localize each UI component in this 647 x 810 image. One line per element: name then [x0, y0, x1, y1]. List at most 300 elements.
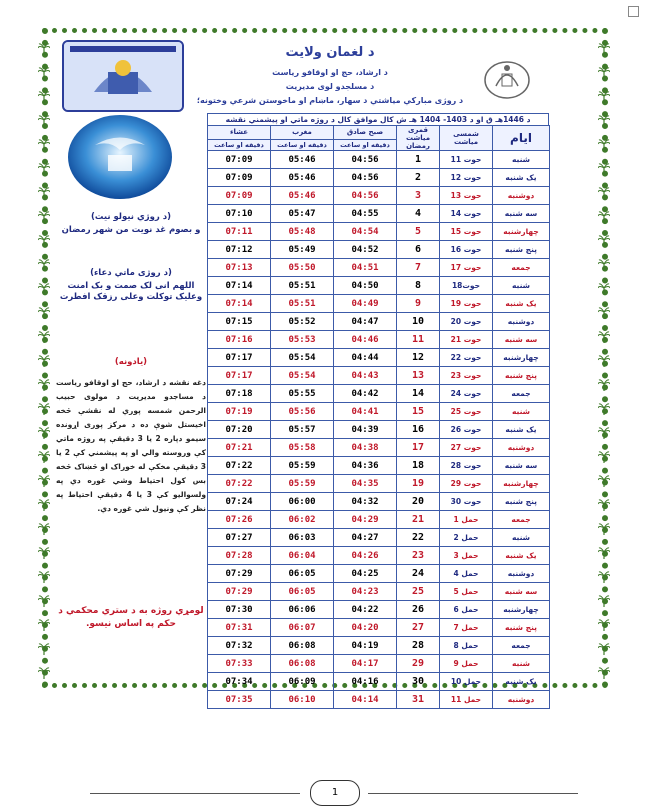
- weekday-cell: یک شنبه: [493, 547, 550, 565]
- suhoor-cell: 04:36: [334, 457, 397, 475]
- isha-cell: 07:35: [208, 691, 271, 709]
- isha-cell: 07:10: [208, 205, 271, 223]
- weekday-cell: پنج شنبه: [493, 493, 550, 511]
- suhoor-cell: 04:46: [334, 331, 397, 349]
- table-row: [208, 673, 550, 691]
- maghrib-cell: 06:02: [271, 511, 334, 529]
- table-row: [208, 313, 550, 331]
- solar-date-cell: 8 حمل: [440, 637, 493, 655]
- page-number: 1: [310, 780, 360, 806]
- ramadan-day-cell: 8: [397, 277, 440, 295]
- weekday-cell: جمعه: [493, 511, 550, 529]
- isha-cell: 07:17: [208, 349, 271, 367]
- palm-tree-icon: [38, 544, 50, 556]
- col-days: ایام: [493, 126, 550, 151]
- maghrib-cell: 06:05: [271, 565, 334, 583]
- weekday-cell: شنبه: [493, 151, 550, 169]
- palm-tree-icon: [38, 256, 50, 268]
- palm-tree-icon: [598, 40, 610, 52]
- suhoor-cell: 04:55: [334, 205, 397, 223]
- maghrib-cell: 05:59: [271, 475, 334, 493]
- suhoor-cell: 04:47: [334, 313, 397, 331]
- maghrib-cell: 06:04: [271, 547, 334, 565]
- palm-tree-icon: [598, 304, 610, 316]
- solar-date-cell: 23 حوت: [440, 367, 493, 385]
- ramadan-day-cell: 17: [397, 439, 440, 457]
- isha-cell: 07:17: [208, 367, 271, 385]
- col-maghrib-sub: دقیقه او ساعت: [271, 139, 334, 150]
- header-line-2: د مسلجدو لوی مدیریت: [285, 82, 375, 91]
- weekday-cell: پنج شنبه: [493, 241, 550, 259]
- solar-date-cell: 4 حمل: [440, 565, 493, 583]
- solar-date-cell: 13 حوت: [440, 187, 493, 205]
- ramadan-day-cell: 15: [397, 403, 440, 421]
- niyat-title: (د روژي نيولو نيت): [90, 212, 172, 222]
- solar-date-cell: 30 حوت: [440, 493, 493, 511]
- table-row: [208, 349, 550, 367]
- isha-cell: 07:09: [208, 151, 271, 169]
- isha-cell: 07:09: [208, 169, 271, 187]
- solar-date-cell: 18حوت: [440, 277, 493, 295]
- ramadan-day-cell: 16: [397, 421, 440, 439]
- weekday-cell: دوشنبه: [493, 187, 550, 205]
- solar-date-cell: 6 حمل: [440, 601, 493, 619]
- suhoor-cell: 04:56: [334, 151, 397, 169]
- maghrib-cell: 05:53: [271, 331, 334, 349]
- suhoor-cell: 04:56: [334, 187, 397, 205]
- ramadan-day-cell: 31: [397, 691, 440, 709]
- maghrib-cell: 05:54: [271, 367, 334, 385]
- ramadan-day-cell: 24: [397, 565, 440, 583]
- solar-date-cell: 2 حمل: [440, 529, 493, 547]
- isha-cell: 07:30: [208, 601, 271, 619]
- suhoor-cell: 04:39: [334, 421, 397, 439]
- ramadan-day-cell: 22: [397, 529, 440, 547]
- maghrib-cell: 05:54: [271, 349, 334, 367]
- palm-tree-icon: [598, 496, 610, 508]
- isha-cell: 07:15: [208, 313, 271, 331]
- suhoor-cell: 04:51: [334, 259, 397, 277]
- ramadan-day-cell: 14: [397, 385, 440, 403]
- table-row: [208, 619, 550, 637]
- niyat-text: و بصوم غد نويت من شهر رمضان: [61, 225, 201, 235]
- ramadan-day-cell: 11: [397, 331, 440, 349]
- solar-date-cell: 27 حوت: [440, 439, 493, 457]
- palm-tree-icon: [38, 376, 50, 388]
- solar-date-cell: 1 حمل: [440, 511, 493, 529]
- palm-tree-icon: [598, 352, 610, 364]
- ramadan-day-cell: 26: [397, 601, 440, 619]
- ramadan-day-cell: 5: [397, 223, 440, 241]
- weekday-cell: چهارشنبه: [493, 223, 550, 241]
- palm-tree-icon: [38, 208, 50, 220]
- table-row: [208, 457, 550, 475]
- palm-tree-icon: [598, 112, 610, 124]
- isha-cell: 07:11: [208, 223, 271, 241]
- ramadan-day-cell: 13: [397, 367, 440, 385]
- maghrib-cell: 06:05: [271, 583, 334, 601]
- maghrib-cell: 05:56: [271, 403, 334, 421]
- palm-tree-icon: [598, 424, 610, 436]
- emblem-icon: [482, 56, 532, 100]
- palm-tree-icon: [38, 640, 50, 652]
- ramadan-day-cell: 20: [397, 493, 440, 511]
- col-suhoor: صبح صادق: [334, 126, 397, 140]
- isha-cell: 07:29: [208, 583, 271, 601]
- weekday-cell: شنبه: [493, 655, 550, 673]
- dua-title: (د روژی ماتي دعاء): [90, 268, 172, 278]
- note-text: دغه نقشه د ارشاد، حج او اوقافو ریاست د مساجدو مديريت د مولوی حبيب الرحمن شمسه پوري له نقشې څخه اخيستل شوې ده د مرکز پوری اړونده سيمو دپاره 2 يا 3 دقيقې په روژه ماتي کې وروسته والي او په پيشمني کې 2 يا 3 دقيقې مخکې له خوراک او څښاک څخه بس کول احتياط وشي غوره دي په ولسواليو کې 3 يا 4 دقيقې احتياط په نظر کې ونيول شي غوره دي.: [56, 378, 206, 513]
- weekday-cell: دوشنبه: [493, 439, 550, 457]
- suhoor-cell: 04:49: [334, 295, 397, 313]
- palm-tree-icon: [598, 664, 610, 676]
- palm-tree-icon: [598, 184, 610, 196]
- maghrib-cell: 05:46: [271, 151, 334, 169]
- palm-tree-icon: [38, 64, 50, 76]
- suhoor-cell: 04:32: [334, 493, 397, 511]
- table-row: [208, 493, 550, 511]
- weekday-cell: یک شنبه: [493, 295, 550, 313]
- suhoor-cell: 04:43: [334, 367, 397, 385]
- suhoor-cell: 04:17: [334, 655, 397, 673]
- isha-cell: 07:22: [208, 457, 271, 475]
- solar-date-cell: 22 حوت: [440, 349, 493, 367]
- isha-cell: 07:09: [208, 187, 271, 205]
- maghrib-cell: 06:09: [271, 673, 334, 691]
- isha-cell: 07:19: [208, 403, 271, 421]
- palm-tree-icon: [598, 328, 610, 340]
- col-isha: عشاء: [208, 126, 271, 140]
- isha-cell: 07:18: [208, 385, 271, 403]
- maghrib-cell: 05:55: [271, 385, 334, 403]
- table-row: [208, 547, 550, 565]
- palm-tree-icon: [38, 568, 50, 580]
- palm-tree-icon: [38, 616, 50, 628]
- weekday-cell: دوشنبه: [493, 691, 550, 709]
- maghrib-cell: 06:08: [271, 655, 334, 673]
- weekday-cell: سه شنبه: [493, 583, 550, 601]
- table-row: [208, 277, 550, 295]
- col-suhoor-sub: دقیقه او ساعت: [334, 139, 397, 150]
- weekday-cell: پنج شنبه: [493, 619, 550, 637]
- maghrib-cell: 05:57: [271, 421, 334, 439]
- suhoor-cell: 04:25: [334, 565, 397, 583]
- palm-tree-icon: [38, 136, 50, 148]
- dua-text: اللهم انی لک صمت و بک امنت وعلیک توکلت وعلی رزقک افطرت: [59, 281, 203, 302]
- table-row: [208, 655, 550, 673]
- palm-tree-icon: [38, 496, 50, 508]
- palm-tree-icon: [598, 448, 610, 460]
- palm-tree-icon: [598, 376, 610, 388]
- maghrib-cell: 05:59: [271, 457, 334, 475]
- table-row: [208, 259, 550, 277]
- palm-tree-icon: [38, 472, 50, 484]
- isha-cell: 07:26: [208, 511, 271, 529]
- table-row: [208, 529, 550, 547]
- suhoor-cell: 04:38: [334, 439, 397, 457]
- schedule-body: [208, 151, 550, 709]
- palm-tree-icon: [598, 88, 610, 100]
- weekday-cell: چهارشنبه: [493, 349, 550, 367]
- suhoor-cell: 04:19: [334, 637, 397, 655]
- table-row: [208, 511, 550, 529]
- col-maghrib: مغرب: [271, 126, 334, 140]
- ramadan-day-cell: 4: [397, 205, 440, 223]
- isha-cell: 07:34: [208, 673, 271, 691]
- solar-date-cell: 11 حمل: [440, 691, 493, 709]
- weekday-cell: یک شنبه: [493, 673, 550, 691]
- palm-tree-icon: [38, 88, 50, 100]
- weekday-cell: سه شنبه: [493, 331, 550, 349]
- header-line-3: د روژی مبارکي میاشتي د سهار، ماښام او ماخوستن شرعي وختونه؛: [196, 96, 464, 105]
- maghrib-cell: 05:51: [271, 277, 334, 295]
- ramadan-day-cell: 25: [397, 583, 440, 601]
- suhoor-cell: 04:20: [334, 619, 397, 637]
- ramadan-day-cell: 2: [397, 169, 440, 187]
- isha-cell: 07:24: [208, 493, 271, 511]
- table-row: [208, 691, 550, 709]
- palm-tree-icon: [38, 112, 50, 124]
- closing-note: لومړي روژه به د ستري محکمي د حکم په اساس نیسو.: [58, 606, 204, 629]
- palm-tree-icon: [38, 160, 50, 172]
- solar-date-cell: 21 حوت: [440, 331, 493, 349]
- solar-date-cell: 9 حمل: [440, 655, 493, 673]
- table-row: [208, 403, 550, 421]
- table-row: [208, 331, 550, 349]
- isha-cell: 07:22: [208, 475, 271, 493]
- palm-tree-icon: [38, 352, 50, 364]
- maghrib-cell: 05:51: [271, 295, 334, 313]
- table-row: [208, 439, 550, 457]
- suhoor-cell: 04:35: [334, 475, 397, 493]
- solar-date-cell: 7 حمل: [440, 619, 493, 637]
- timetable: [207, 113, 549, 709]
- solar-date-cell: 15 حوت: [440, 223, 493, 241]
- solar-date-cell: 11 حوت: [440, 151, 493, 169]
- table-row: [208, 241, 550, 259]
- ramadan-day-cell: 29: [397, 655, 440, 673]
- isha-cell: 07:21: [208, 439, 271, 457]
- maghrib-cell: 05:46: [271, 169, 334, 187]
- ramadan-day-cell: 12: [397, 349, 440, 367]
- ramadan-day-cell: 18: [397, 457, 440, 475]
- footer-rule-left: [90, 793, 300, 794]
- weekday-cell: چهارشنبه: [493, 601, 550, 619]
- solar-date-cell: 25 حوت: [440, 403, 493, 421]
- table-row: [208, 205, 550, 223]
- maghrib-cell: 06:07: [271, 619, 334, 637]
- isha-cell: 07:14: [208, 295, 271, 313]
- suhoor-cell: 04:42: [334, 385, 397, 403]
- suhoor-cell: 04:14: [334, 691, 397, 709]
- maghrib-cell: 05:52: [271, 313, 334, 331]
- palm-tree-icon: [38, 328, 50, 340]
- palm-tree-icon: [598, 64, 610, 76]
- palm-tree-icon: [598, 592, 610, 604]
- ramadan-day-cell: 27: [397, 619, 440, 637]
- ramadan-day-cell: 6: [397, 241, 440, 259]
- palm-tree-icon: [38, 400, 50, 412]
- table-row: [208, 601, 550, 619]
- isha-cell: 07:13: [208, 259, 271, 277]
- ramadan-day-cell: 19: [397, 475, 440, 493]
- suhoor-cell: 04:27: [334, 529, 397, 547]
- solar-date-cell: 20 حوت: [440, 313, 493, 331]
- palm-tree-icon: [598, 568, 610, 580]
- isha-cell: 07:29: [208, 565, 271, 583]
- ramadan-day-cell: 23: [397, 547, 440, 565]
- palm-tree-icon: [38, 664, 50, 676]
- table-row: [208, 583, 550, 601]
- maghrib-cell: 05:49: [271, 241, 334, 259]
- suhoor-cell: 04:23: [334, 583, 397, 601]
- isha-cell: 07:12: [208, 241, 271, 259]
- palm-tree-icon: [38, 520, 50, 532]
- palm-tree-icon: [598, 256, 610, 268]
- weekday-cell: پنج شنبه: [493, 367, 550, 385]
- palm-tree-icon: [598, 640, 610, 652]
- ramadan-globe-image: [60, 110, 180, 205]
- table-row: [208, 475, 550, 493]
- solar-date-cell: 5 حمل: [440, 583, 493, 601]
- isha-cell: 07:33: [208, 655, 271, 673]
- maghrib-cell: 06:00: [271, 493, 334, 511]
- palm-tree-icon: [598, 280, 610, 292]
- isha-cell: 07:14: [208, 277, 271, 295]
- table-row: [208, 295, 550, 313]
- ramadan-day-cell: 28: [397, 637, 440, 655]
- province-title: د لغمان ولایت: [285, 45, 375, 60]
- table-row: [208, 187, 550, 205]
- weekday-cell: جمعه: [493, 259, 550, 277]
- palm-tree-icon: [38, 280, 50, 292]
- weekday-cell: شنبه: [493, 529, 550, 547]
- suhoor-cell: 04:56: [334, 169, 397, 187]
- ramadan-day-cell: 21: [397, 511, 440, 529]
- table-row: [208, 223, 550, 241]
- ministry-logo: [62, 40, 184, 112]
- maghrib-cell: 06:06: [271, 601, 334, 619]
- palm-tree-icon: [38, 40, 50, 52]
- weekday-cell: شنبه: [493, 277, 550, 295]
- ramadan-day-cell: 9: [397, 295, 440, 313]
- isha-cell: 07:16: [208, 331, 271, 349]
- suhoor-cell: 04:22: [334, 601, 397, 619]
- palm-tree-icon: [598, 520, 610, 532]
- table-row: [208, 367, 550, 385]
- suhoor-cell: 04:50: [334, 277, 397, 295]
- isha-cell: 07:28: [208, 547, 271, 565]
- palm-tree-icon: [598, 160, 610, 172]
- isha-cell: 07:27: [208, 529, 271, 547]
- solar-date-cell: 17 حوت: [440, 259, 493, 277]
- weekday-cell: جمعه: [493, 637, 550, 655]
- ramadan-day-cell: 7: [397, 259, 440, 277]
- ramadan-day-cell: 3: [397, 187, 440, 205]
- palm-tree-icon: [38, 448, 50, 460]
- weekday-cell: جمعه: [493, 385, 550, 403]
- solar-date-cell: 29 حوت: [440, 475, 493, 493]
- suhoor-cell: 04:44: [334, 349, 397, 367]
- isha-cell: 07:32: [208, 637, 271, 655]
- maghrib-cell: 05:48: [271, 223, 334, 241]
- table-title: د 1446هـ ق او د 1403- 1404 هـ ش کال موافق کال د روژه ماتي او پيشمني نقشه: [207, 113, 549, 125]
- palm-tree-icon: [38, 304, 50, 316]
- solar-date-cell: 16 حوت: [440, 241, 493, 259]
- solar-date-cell: 26 حوت: [440, 421, 493, 439]
- weekday-cell: دوشنبه: [493, 565, 550, 583]
- palm-tree-icon: [598, 400, 610, 412]
- palm-tree-icon: [598, 472, 610, 484]
- col-lunar: قمری میاشت رمضان: [397, 126, 440, 151]
- suhoor-cell: 04:54: [334, 223, 397, 241]
- palm-tree-icon: [38, 232, 50, 244]
- solar-date-cell: 19 حوت: [440, 295, 493, 313]
- solar-date-cell: 14 حوت: [440, 205, 493, 223]
- weekday-cell: دوشنبه: [493, 313, 550, 331]
- solar-date-cell: 12 حوت: [440, 169, 493, 187]
- col-solar: شمسی میاشت: [440, 126, 493, 151]
- palm-tree-icon: [38, 424, 50, 436]
- weekday-cell: سه شنبه: [493, 457, 550, 475]
- col-isha-sub: دقیقه او ساعت: [208, 139, 271, 150]
- table-row: [208, 151, 550, 169]
- ramadan-day-cell: 30: [397, 673, 440, 691]
- suhoor-cell: 04:26: [334, 547, 397, 565]
- palm-tree-icon: [598, 232, 610, 244]
- palm-tree-icon: [598, 616, 610, 628]
- maghrib-cell: 06:10: [271, 691, 334, 709]
- isha-cell: 07:31: [208, 619, 271, 637]
- suhoor-cell: 04:16: [334, 673, 397, 691]
- weekday-cell: شنبه: [493, 403, 550, 421]
- note-title: (یادونه): [114, 357, 148, 367]
- ramadan-day-cell: 10: [397, 313, 440, 331]
- weekday-cell: یک شنبه: [493, 169, 550, 187]
- weekday-cell: سه شنبه: [493, 205, 550, 223]
- table-row: [208, 637, 550, 655]
- table-row: [208, 565, 550, 583]
- weekday-cell: یک شنبه: [493, 421, 550, 439]
- footer-rule-right: [368, 793, 578, 794]
- palm-tree-icon: [598, 136, 610, 148]
- table-row: [208, 421, 550, 439]
- palm-tree-icon: [38, 592, 50, 604]
- solar-date-cell: 28 حوت: [440, 457, 493, 475]
- maghrib-cell: 05:50: [271, 259, 334, 277]
- maghrib-cell: 06:03: [271, 529, 334, 547]
- corner-mark: [628, 6, 639, 17]
- maghrib-cell: 05:58: [271, 439, 334, 457]
- suhoor-cell: 04:29: [334, 511, 397, 529]
- header-line-1: د ارشاد، حج او اوقافو ریاست: [272, 68, 388, 77]
- table-row: [208, 385, 550, 403]
- weekday-cell: چهارشنبه: [493, 475, 550, 493]
- solar-date-cell: 3 حمل: [440, 547, 493, 565]
- suhoor-cell: 04:52: [334, 241, 397, 259]
- maghrib-cell: 05:46: [271, 187, 334, 205]
- suhoor-cell: 04:41: [334, 403, 397, 421]
- ramadan-schedule-table: [207, 125, 550, 709]
- ramadan-day-cell: 1: [397, 151, 440, 169]
- isha-cell: 07:20: [208, 421, 271, 439]
- palm-tree-icon: [598, 208, 610, 220]
- table-row: [208, 169, 550, 187]
- solar-date-cell: 24 حوت: [440, 385, 493, 403]
- solar-date-cell: 10 حمل: [440, 673, 493, 691]
- palm-tree-icon: [38, 184, 50, 196]
- palm-tree-icon: [598, 544, 610, 556]
